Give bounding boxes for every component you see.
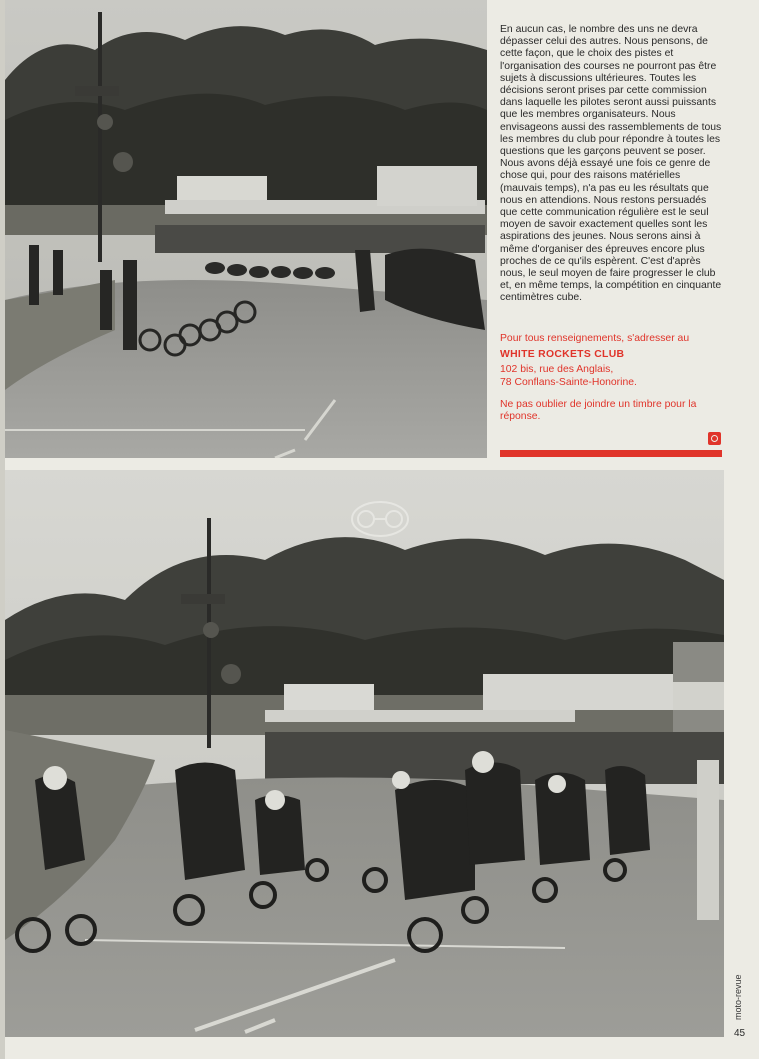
address-line-1: 102 bis, rue des Anglais, (500, 364, 614, 376)
contact-info (500, 333, 722, 423)
contact-intro: Pour tous renseignements, s'adresser au (500, 333, 690, 344)
club-name: WHITE ROCKETS CLUB (500, 349, 625, 361)
race-start-grid-photo (5, 0, 487, 458)
watermark-logo-icon (350, 500, 410, 538)
address-line-2: 78 Conflans-Sainte-Honorine. (500, 376, 637, 388)
page-number: 45 (734, 1028, 746, 1039)
stamp-reminder: Ne pas oublier de joindre un timbre pour la réponse. (500, 398, 697, 423)
race-start-riders-photo (5, 470, 724, 1037)
article-paragraph: En aucun cas, le nombre des uns ne devra dépasser celui des autres. Nous pensons, de cette façon, que le choix des pistes et l'organisation des courses ne pourront pas être sujets à discussions ultérieures. Toutes les décisions seront prises par cette commission dans laquelle les pilotes seront aussi puissants que les membres organisateurs. Nous envisageons aussi des rassemblements de tous les membres du club pour répondre à toutes les questions que les garçons peuvent se poser. Nous avons déjà essayé une fois ce genre de chose qui, pour des raisons matérielles (mauvais temps), n'a pas eu les résultats que nous en attendions. Nous restons persuadés que cette communication régulière est le seul moyen de savoir exactement quelles sont les aspirations des jeunes. Nous serons ainsi à même d'organiser des épreuves encore plus proches de ce qu'ils espèrent. C'est d'après nous, le seul moyen de faire progresser le club et, en même temps, la compétition en cinquante centimètres cube. (500, 24, 722, 304)
end-of-article-icon (708, 432, 721, 445)
magazine-name: moto-revue (733, 974, 743, 1020)
article-text (500, 24, 722, 305)
red-divider (500, 450, 722, 457)
